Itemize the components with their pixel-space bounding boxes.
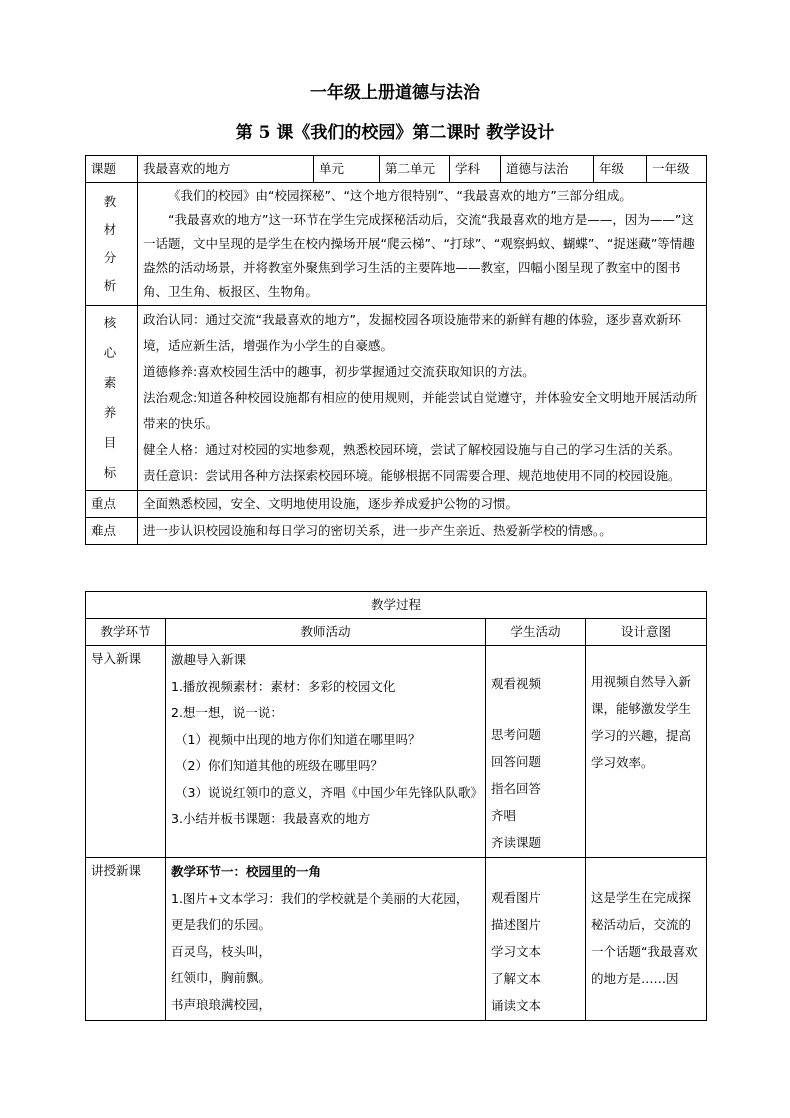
unit-label: 单元 bbox=[314, 156, 380, 183]
lecture-teacher-line: 1.图片+文本学习：我们的学校就是个美丽的大花园，更是我们的乐园。 bbox=[171, 890, 469, 932]
intro-teacher-line: （2）你们知道其他的班级在哪里吗？ bbox=[175, 758, 383, 773]
lecture-teacher-heading: 教学环节一：校园里的一角 bbox=[171, 864, 322, 879]
lecture-student-line: 描述图片 bbox=[491, 917, 542, 932]
intro-student-line: 指名回答 bbox=[491, 781, 542, 796]
goal-political: 政治认同：通过交流“我最喜欢的地方”，发掘校园各项设施带来的新鲜有趣的体验，逐步喜欢新环境，适应新生活，增强作为小学生的自豪感。 bbox=[143, 312, 681, 353]
header-intent: 设计意图 bbox=[586, 619, 707, 646]
intro-stage: 导入新课 bbox=[86, 646, 166, 858]
difficulty-text: 进一步认识校园设施和每日学习的密切关系，进一步产生亲近、热爱新学校的情感。。 bbox=[138, 518, 707, 545]
goal-moral: 道德修养:喜欢校园生活中的趣事，初步掌握通过交流获取知识的方法。 bbox=[143, 364, 535, 379]
subject-value: 道德与法治 bbox=[501, 156, 594, 183]
goal-legal: 法治观念:知道各种校园设施都有相应的使用规则，并能尝试自觉遵守，并体验安全文明地开展活动所带来的快乐。 bbox=[143, 390, 698, 431]
analysis-paragraph-2: “我最喜欢的地方”这一环节在学生完成探秘活动后，交流“我最喜欢的地方是——，因为——”这一话题，文中呈现的是学生在校内操场开展“爬云梯”、“打球”、“观察蚂蚁、蝴蝶”、“捉迷藏”等情趣盎然的活动场景，并将教室外聚焦到学习生活的主要阵地——教室，四幅小图呈现了教室中的图书角、卫生角、板报区、生物角。 bbox=[143, 212, 695, 299]
difficulty-label: 难点 bbox=[86, 518, 138, 545]
intro-student-line: 观看视频 bbox=[491, 676, 542, 691]
analysis-paragraph-1: 《我们的校园》由“校园探秘”、“这个地方很特别”、“我最喜欢的地方”三部分组成。 bbox=[168, 188, 632, 203]
analysis-label: 教材分析 bbox=[86, 183, 138, 306]
intro-teacher-line: 激趣导入新课 bbox=[171, 652, 247, 667]
lecture-stage: 讲授新课 bbox=[86, 858, 166, 1021]
intro-student-line: 齐读课题 bbox=[491, 835, 542, 850]
intro-teacher-line: 3.小结并板书课题：我最喜欢的地方 bbox=[171, 811, 371, 826]
intro-student-line: 思考问题 bbox=[491, 727, 542, 742]
intro-student-line: 回答问题 bbox=[491, 754, 542, 769]
key-point-text: 全面熟悉校园，安全、文明地使用设施，逐步养成爱护公物的习惯。 bbox=[138, 491, 707, 518]
lecture-teacher-line: 百灵鸟，枝头叫， bbox=[171, 943, 272, 959]
goals-content bbox=[138, 306, 707, 491]
intro-teacher-line: （3）说说红领巾的意义，齐唱《中国少年先锋队队歌》 bbox=[175, 784, 483, 800]
lecture-teacher bbox=[166, 858, 486, 1021]
key-point-label: 重点 bbox=[86, 491, 138, 518]
grade-label: 年级 bbox=[594, 156, 647, 183]
lecture-intent: 这是学生在完成探秘活动后，交流的一个话题“我最喜欢的地方是……因 bbox=[586, 858, 707, 1021]
header-teacher: 教师活动 bbox=[166, 619, 486, 646]
intro-student bbox=[486, 646, 586, 858]
lecture-student-line: 诵读文本 bbox=[491, 998, 542, 1013]
lecture-teacher-line: 书声琅琅满校园， bbox=[171, 996, 272, 1012]
unit-value: 第二单元 bbox=[380, 156, 450, 183]
process-title: 教学过程 bbox=[86, 592, 707, 619]
intro-teacher-line: （1）视频中出现的地方你们知道在哪里吗？ bbox=[175, 731, 421, 747]
document-title: 一年级上册道德与法治 bbox=[310, 83, 480, 103]
lesson-info-table bbox=[85, 155, 707, 545]
lecture-student-line: 学习文本 bbox=[491, 944, 542, 959]
subject-label: 学科 bbox=[450, 156, 501, 183]
intro-teacher-line: 1.播放视频素材：素材：多彩的校园文化 bbox=[171, 678, 396, 694]
lecture-teacher-line: 红领巾，胸前飘。 bbox=[171, 970, 272, 985]
intro-teacher bbox=[166, 646, 486, 858]
goal-personality: 健全人格：通过对校园的实地参观，熟悉校园环境，尝试了解校园设施与自己的学习生活的关系。 bbox=[143, 442, 681, 457]
teaching-process-table bbox=[85, 591, 707, 1021]
goal-responsibility: 责任意识：尝试用各种方法探索校园环境。能够根据不同需要合理、规范地使用不同的校园设施。 bbox=[143, 468, 681, 483]
intro-student-line: 齐唱 bbox=[491, 808, 517, 823]
analysis-content bbox=[138, 183, 707, 306]
lecture-student-line: 了解文本 bbox=[491, 971, 542, 986]
lecture-student-line: 观看图片 bbox=[491, 890, 542, 905]
topic-value: 我最喜欢的地方 bbox=[138, 156, 314, 183]
grade-value: 一年级 bbox=[647, 156, 707, 183]
header-student: 学生活动 bbox=[486, 619, 586, 646]
goals-label: 核心素养目标 bbox=[86, 306, 138, 491]
header-stage: 教学环节 bbox=[86, 619, 166, 646]
document-subtitle: 第 5 课《我们的校园》第二课时 教学设计 bbox=[235, 123, 555, 143]
intro-teacher-line: 2.想一想，说一说： bbox=[171, 705, 283, 720]
topic-label: 课题 bbox=[86, 156, 138, 183]
intro-intent: 用视频自然导入新课，能够激发学生学习的兴趣，提高学习效率。 bbox=[586, 646, 707, 858]
lecture-student bbox=[486, 858, 586, 1021]
